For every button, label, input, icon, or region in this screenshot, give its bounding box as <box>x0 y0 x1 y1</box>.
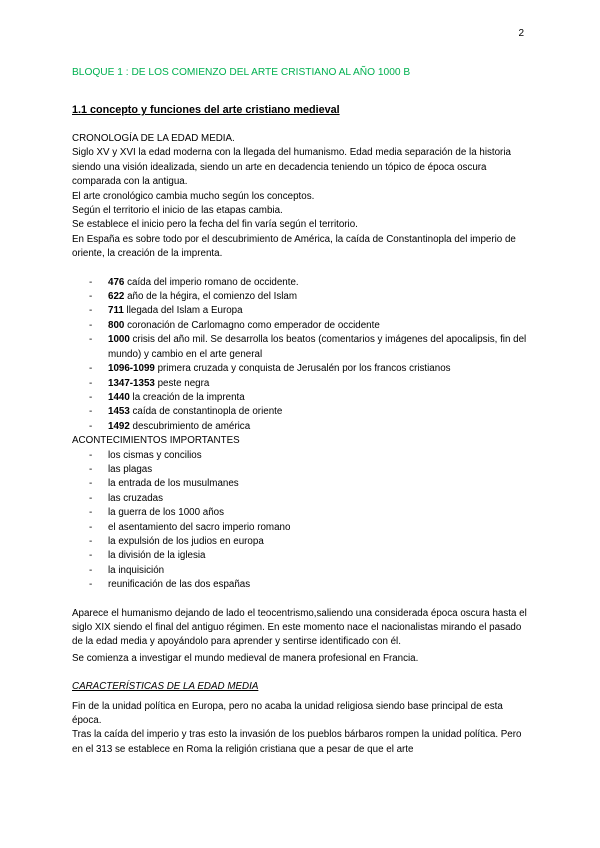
timeline-item-text <box>108 319 528 333</box>
list-dash: - <box>89 363 93 375</box>
paragraph-intro-1: Siglo XV y XVI la edad moderna con la llegada del humanismo. Edad media separación de la historia siendo una visión idealizada, siendo un arte en decadencia teniendo un tópico de época oscura comparada con la antigua. <box>72 147 511 188</box>
event-item-text: reunificación de las dos españas <box>108 579 251 591</box>
paragraph-intro-3: Según el territorio el inicio de las etapas cambia. <box>72 205 283 217</box>
paragraph-humanism-2: Se comienza a investigar el mundo medieval de manera profesional en Francia. <box>72 652 419 664</box>
timeline-item <box>72 377 528 391</box>
page-number: 2 <box>518 28 524 39</box>
chronology-heading: CRONOLOGÍA DE LA EDAD MEDIA. <box>72 133 235 144</box>
event-item <box>72 449 528 463</box>
paragraph-intro-2: El arte cronológico cambia mucho según los conceptos. <box>72 190 315 202</box>
timeline-year: 711 <box>108 305 124 317</box>
timeline-year: 1347-1353 <box>108 377 155 389</box>
block-title: BLOQUE 1 : DE LOS COMIENZO DEL ARTE CRISTIANO AL AÑO 1000 B <box>72 67 411 78</box>
timeline-item-text <box>108 290 528 304</box>
timeline-item-text <box>108 405 528 419</box>
timeline-year: 1453 <box>108 406 130 418</box>
event-item <box>72 535 528 549</box>
event-item <box>72 492 528 506</box>
timeline-item <box>72 333 528 362</box>
timeline-item <box>72 420 528 434</box>
timeline-item <box>72 319 528 333</box>
timeline-item-text <box>108 362 528 376</box>
timeline-desc: primera cruzada y conquista de Jerusalén por los francos cristianos <box>157 363 451 375</box>
list-dash: - <box>89 492 93 504</box>
page-content <box>72 66 528 757</box>
timeline-item-text <box>108 391 528 405</box>
paragraph-intro-4: Se establece el inicio pero la fecha del fin varía según el territorio. <box>72 219 358 231</box>
section-title: 1.1 concepto y funciones del arte cristiano medieval <box>72 104 340 116</box>
event-item-text: la entrada de los musulmanes <box>108 478 239 490</box>
list-dash: - <box>89 420 93 432</box>
list-dash: - <box>89 291 93 303</box>
characteristics-heading: CARACTERÍSTICAS DE LA EDAD MEDIA <box>72 681 259 693</box>
timeline-item-text <box>108 333 528 362</box>
list-dash: - <box>89 507 93 519</box>
timeline-year: 1096-1099 <box>108 363 155 375</box>
timeline-item <box>72 405 528 419</box>
list-dash: - <box>89 478 93 490</box>
timeline-desc: caída del imperio romano de occidente. <box>127 276 299 288</box>
timeline-desc: llegada del Islam a Europa <box>126 305 243 317</box>
event-item-text: la inquisición <box>108 564 165 576</box>
timeline-item <box>72 276 528 290</box>
event-item-text: las cruzadas <box>108 492 163 504</box>
timeline-year: 1440 <box>108 391 130 403</box>
timeline-item-text <box>108 304 528 318</box>
list-dash: - <box>89 305 93 317</box>
timeline-item-text <box>108 377 528 391</box>
timeline-year: 1492 <box>108 420 130 432</box>
timeline-desc: coronación de Carlomagno como emperador de occidente <box>127 319 380 331</box>
timeline-year: 1000 <box>108 334 130 346</box>
timeline-item <box>72 362 528 376</box>
event-item-text: las plagas <box>108 463 153 475</box>
list-dash: - <box>89 564 93 576</box>
timeline-desc: crisis del año mil. Se desarrolla los beatos (comentarios y imágenes del apocalipsis, fin del mundo) y cambio en el arte general <box>108 334 527 360</box>
list-dash: - <box>89 550 93 562</box>
timeline-item-text <box>108 276 528 290</box>
list-dash: - <box>89 449 93 461</box>
list-dash: - <box>89 463 93 475</box>
timeline-item <box>72 391 528 405</box>
events-list <box>72 449 528 593</box>
timeline-year: 622 <box>108 291 125 303</box>
event-item-text: el asentamiento del sacro imperio romano <box>108 521 291 533</box>
timeline-desc: descubrimiento de américa <box>132 420 251 432</box>
timeline-item <box>72 290 528 304</box>
event-item <box>72 463 528 477</box>
paragraph-intro-5: En España es sobre todo por el descubrimiento de América, la caída de Constantinopla del imperio de oriente, la creación de la imprenta. <box>72 233 516 260</box>
timeline-desc: año de la hégira, el comienzo del Islam <box>127 291 298 303</box>
list-dash: - <box>89 319 93 331</box>
timeline-year: 800 <box>108 319 125 331</box>
event-item <box>72 477 528 491</box>
paragraph-characteristics-1: Fin de la unidad política en Europa, pero no acaba la unidad religiosa siendo base principal de esta época. <box>72 700 503 727</box>
event-item-text: la guerra de los 1000 años <box>108 507 225 519</box>
events-heading: ACONTECIMIENTOS IMPORTANTES <box>72 435 240 447</box>
event-item-text: la división de la iglesia <box>108 550 206 562</box>
list-dash: - <box>89 579 93 591</box>
event-item <box>72 506 528 520</box>
timeline-desc: caída de constantinopla de oriente <box>132 406 283 418</box>
list-dash: - <box>89 334 93 346</box>
event-item <box>72 578 528 592</box>
timeline-desc: peste negra <box>157 377 210 389</box>
event-item <box>72 521 528 535</box>
timeline-list <box>72 276 528 434</box>
list-dash: - <box>89 276 93 288</box>
list-dash: - <box>89 535 93 547</box>
timeline-desc: la creación de la imprenta <box>132 391 245 403</box>
list-dash: - <box>89 406 93 418</box>
timeline-item <box>72 304 528 318</box>
event-item-text: los cismas y concilios <box>108 449 202 461</box>
timeline-year: 476 <box>108 276 125 288</box>
timeline-item-text <box>108 420 528 434</box>
list-dash: - <box>89 521 93 533</box>
event-item-text: la expulsión de los judios en europa <box>108 535 264 547</box>
list-dash: - <box>89 377 93 389</box>
paragraph-characteristics-2: Tras la caída del imperio y tras esto la invasión de los pueblos bárbaros rompen la unidad política. Pero en el 313 se establece en Roma la religión cristiana que a pesar de que el arte <box>72 729 522 755</box>
event-item <box>72 564 528 578</box>
event-item <box>72 549 528 563</box>
paragraph-humanism-1: Aparece el humanismo dejando de lado el teocentrismo,saliendo una considerada época oscura hasta el siglo XIX siendo el final del antiguo régimen. En este momento nace el nacionalistas mirando el pasado de la edad media y apoyándolo para aprender y sentirse identificado con él. <box>72 607 527 648</box>
list-dash: - <box>89 391 93 403</box>
